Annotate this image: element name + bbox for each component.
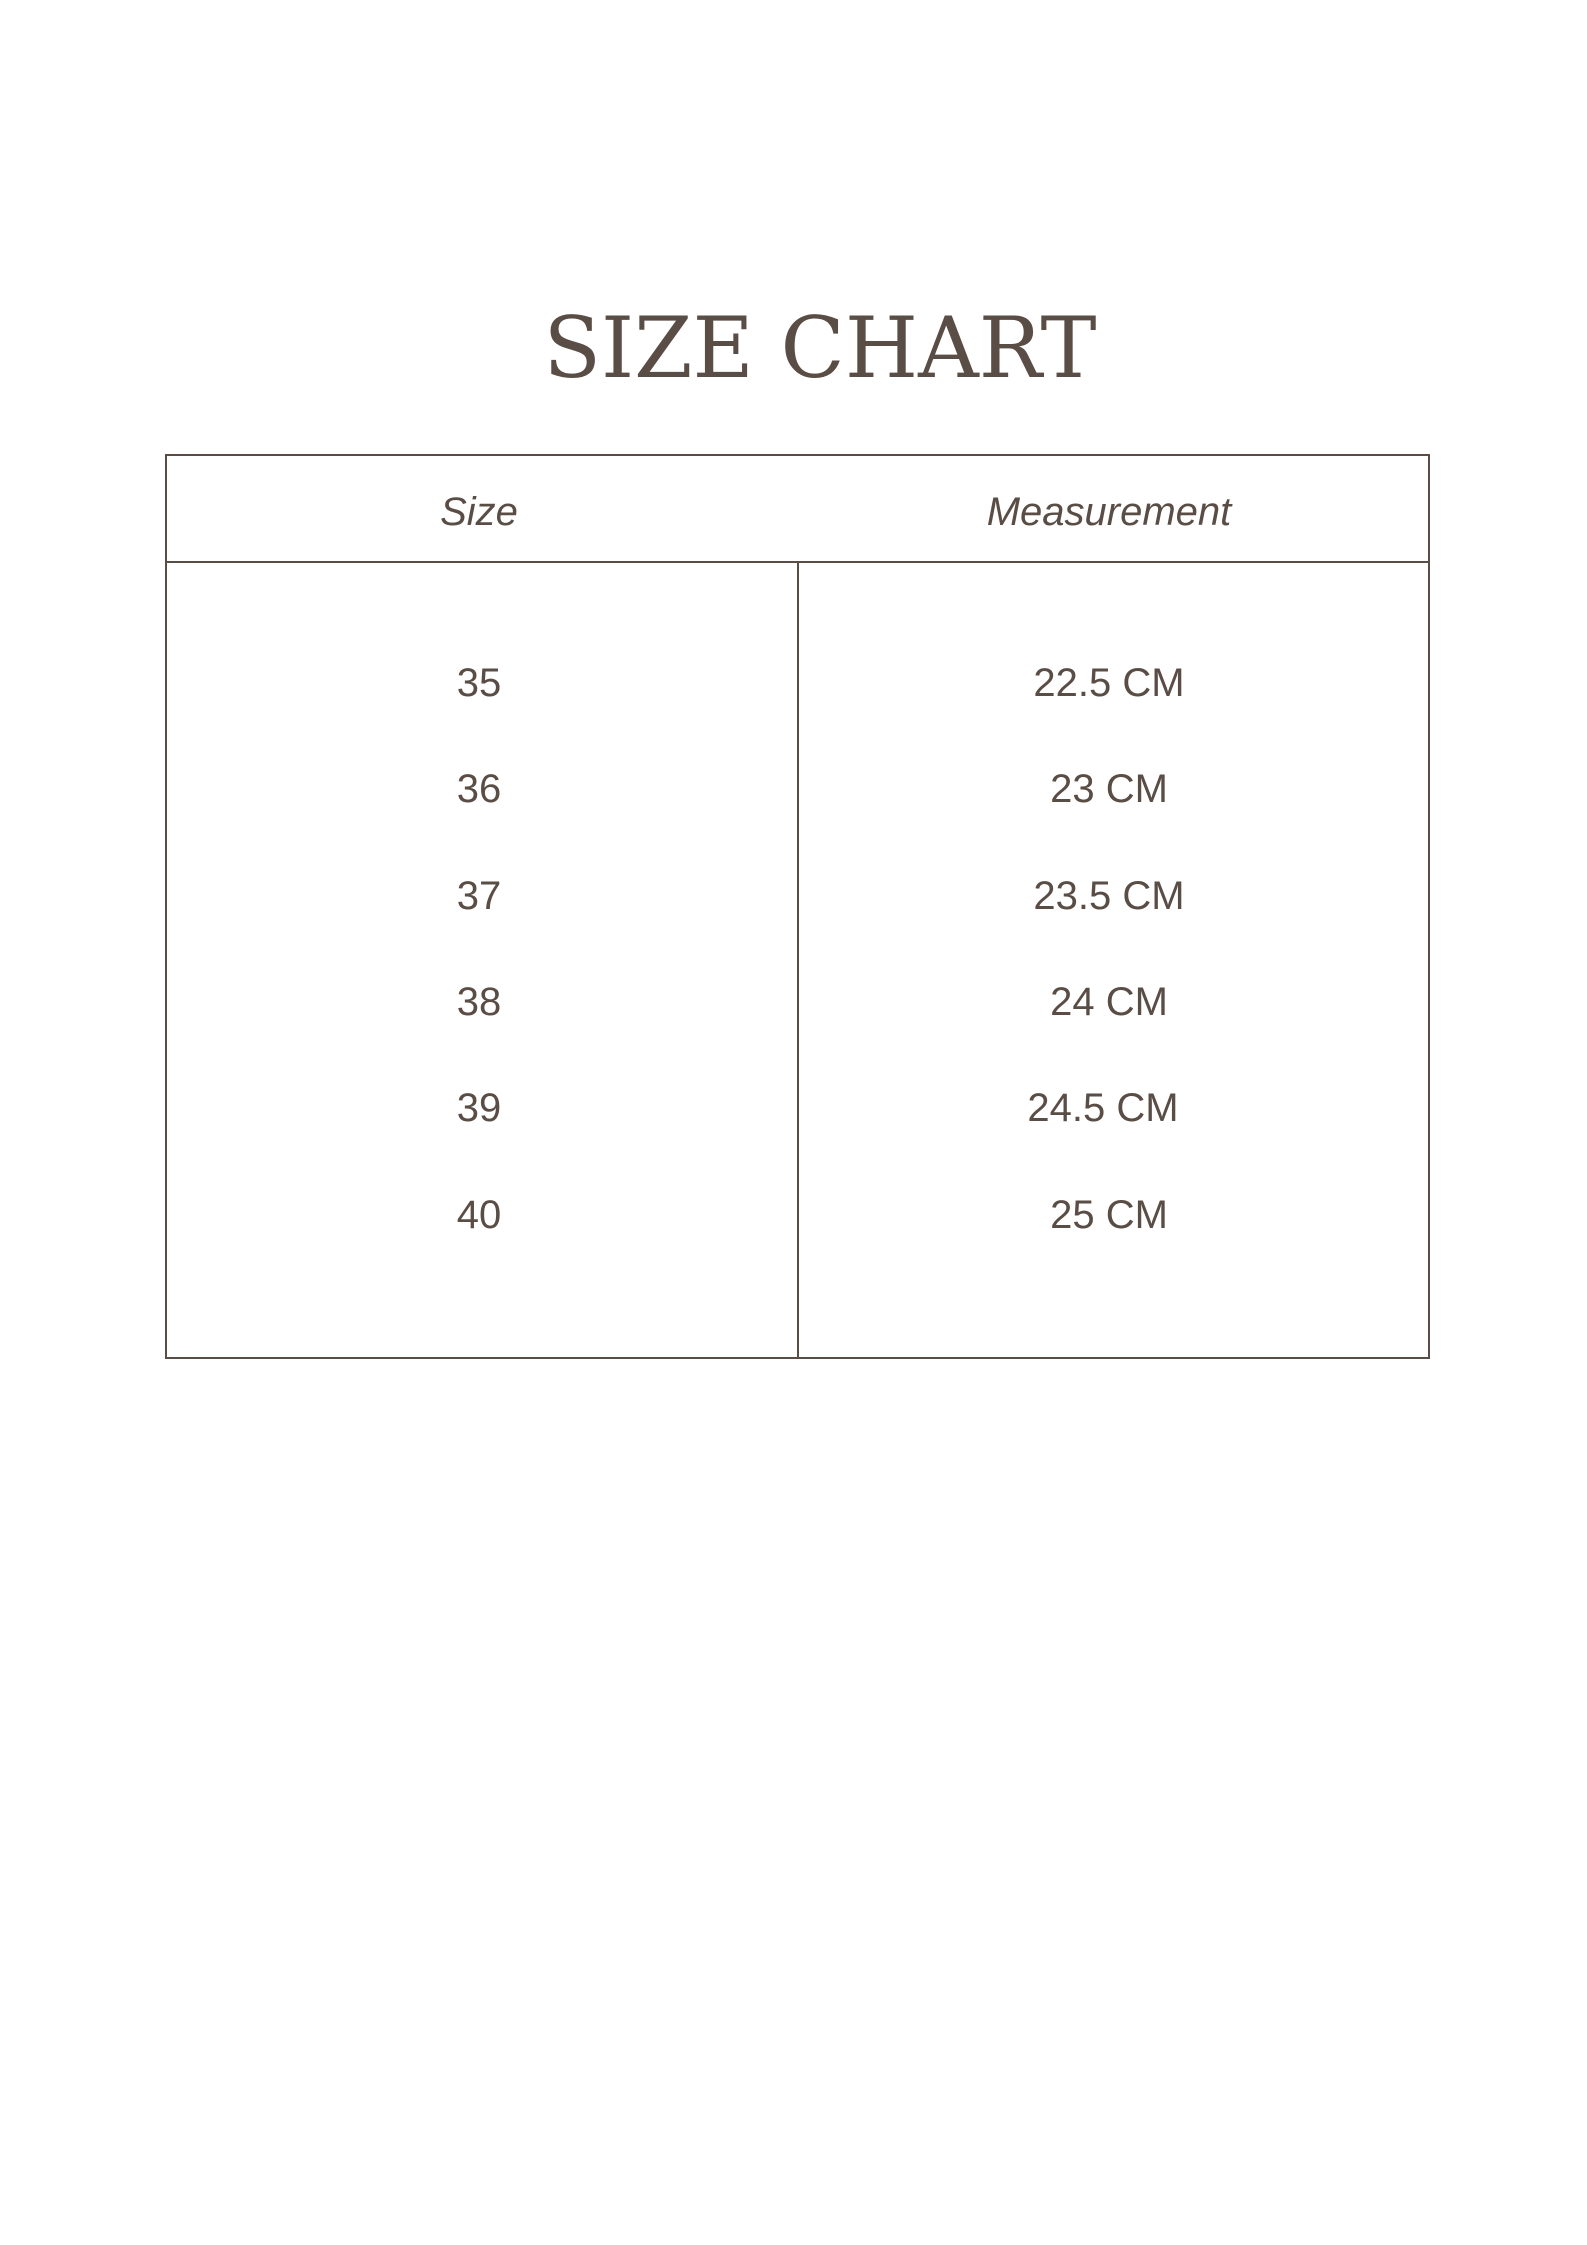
table-row-size: 38 xyxy=(456,980,502,1024)
table-row-size: 39 xyxy=(456,1086,502,1130)
header-size: Size xyxy=(440,490,518,534)
table-row-measurement: 22.5 CM xyxy=(1033,661,1185,705)
table-row-size: 36 xyxy=(456,767,502,811)
table-row-measurement: 24 CM xyxy=(1050,980,1168,1024)
table-row-measurement: 24.5 CM xyxy=(1027,1086,1179,1130)
size-chart-table xyxy=(165,454,1430,1359)
page-title: SIZE CHART xyxy=(543,299,1097,398)
table-row-measurement: 25 CM xyxy=(1050,1193,1168,1237)
table-row-measurement: 23 CM xyxy=(1050,767,1168,811)
header-measurement: Measurement xyxy=(986,490,1232,534)
table-row-size: 37 xyxy=(456,874,502,918)
table-row-size: 35 xyxy=(456,661,502,705)
table-row-measurement: 23.5 CM xyxy=(1033,874,1185,918)
table-header-row xyxy=(167,456,1428,563)
table-row-size: 40 xyxy=(456,1193,502,1237)
